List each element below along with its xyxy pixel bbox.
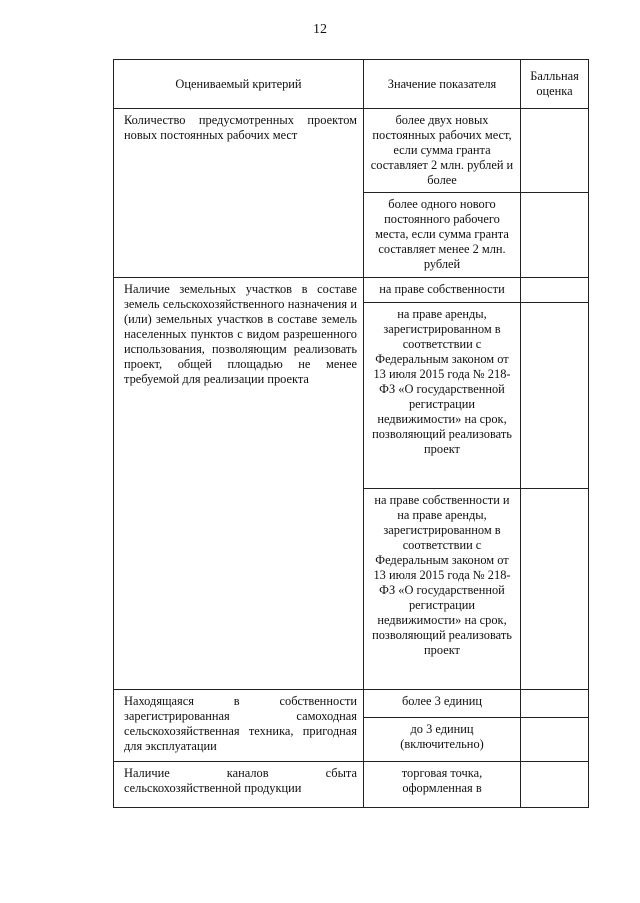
- table-row: [114, 762, 589, 808]
- table-row: [114, 278, 589, 303]
- score-cell: [521, 303, 589, 489]
- criterion-cell: Количество предусмотренных проектом новых постоянных рабочих мест: [114, 109, 364, 278]
- value-cell: более двух новых постоянных рабочих мест, если сумма гранта составляет 2 млн. рублей и более: [364, 109, 521, 193]
- value-cell: на праве собственности и на праве аренды, зарегистрированном в соответствии с Федеральным законом от 13 июля 2015 года № 218-ФЗ «О государственной регистрации недвижимости» на срок, позволяющий реализовать проект: [364, 489, 521, 690]
- criterion-cell: Наличие каналов сбыта сельскохозяйственной продукции: [114, 762, 364, 808]
- table-row: [114, 109, 589, 193]
- table-row: [114, 690, 589, 718]
- score-cell: [521, 718, 589, 762]
- score-cell: [521, 193, 589, 278]
- criterion-cell: Находящаяся в собственности зарегистрированная самоходная сельскохозяйственная техника, пригодная для эксплуатации: [114, 690, 364, 762]
- score-cell: [521, 690, 589, 718]
- page-number: 12: [313, 22, 327, 37]
- table-header-row: [114, 60, 589, 109]
- header-score: Балльная оценка: [521, 60, 589, 109]
- value-cell: более 3 единиц: [364, 690, 521, 718]
- score-cell: [521, 278, 589, 303]
- score-cell: [521, 762, 589, 808]
- criterion-cell: Наличие земельных участков в составе земель сельскохозяйственного назначения и (или) земельных участков в составе земель населенных пунктов с видом разрешенного использования, позволяющим реализовать проект, общей площадью не менее требуемой для реализации проекта: [114, 278, 364, 690]
- score-cell: [521, 109, 589, 193]
- value-cell: на праве собственности: [364, 278, 521, 303]
- header-value: Значение показателя: [364, 60, 521, 109]
- score-cell: [521, 489, 589, 690]
- criteria-table: [113, 59, 589, 808]
- header-criterion: Оцениваемый критерий: [114, 60, 364, 109]
- value-cell: более одного нового постоянного рабочего места, если сумма гранта составляет менее 2 млн. рублей: [364, 193, 521, 278]
- value-cell: на праве аренды, зарегистрированном в соответствии с Федеральным законом от 13 июля 2015 года № 218-ФЗ «О государственной регистрации недвижимости» на срок, позволяющий реализовать проект: [364, 303, 521, 489]
- value-cell: торговая точка, оформленная в: [364, 762, 521, 808]
- value-cell: до 3 единиц (включительно): [364, 718, 521, 762]
